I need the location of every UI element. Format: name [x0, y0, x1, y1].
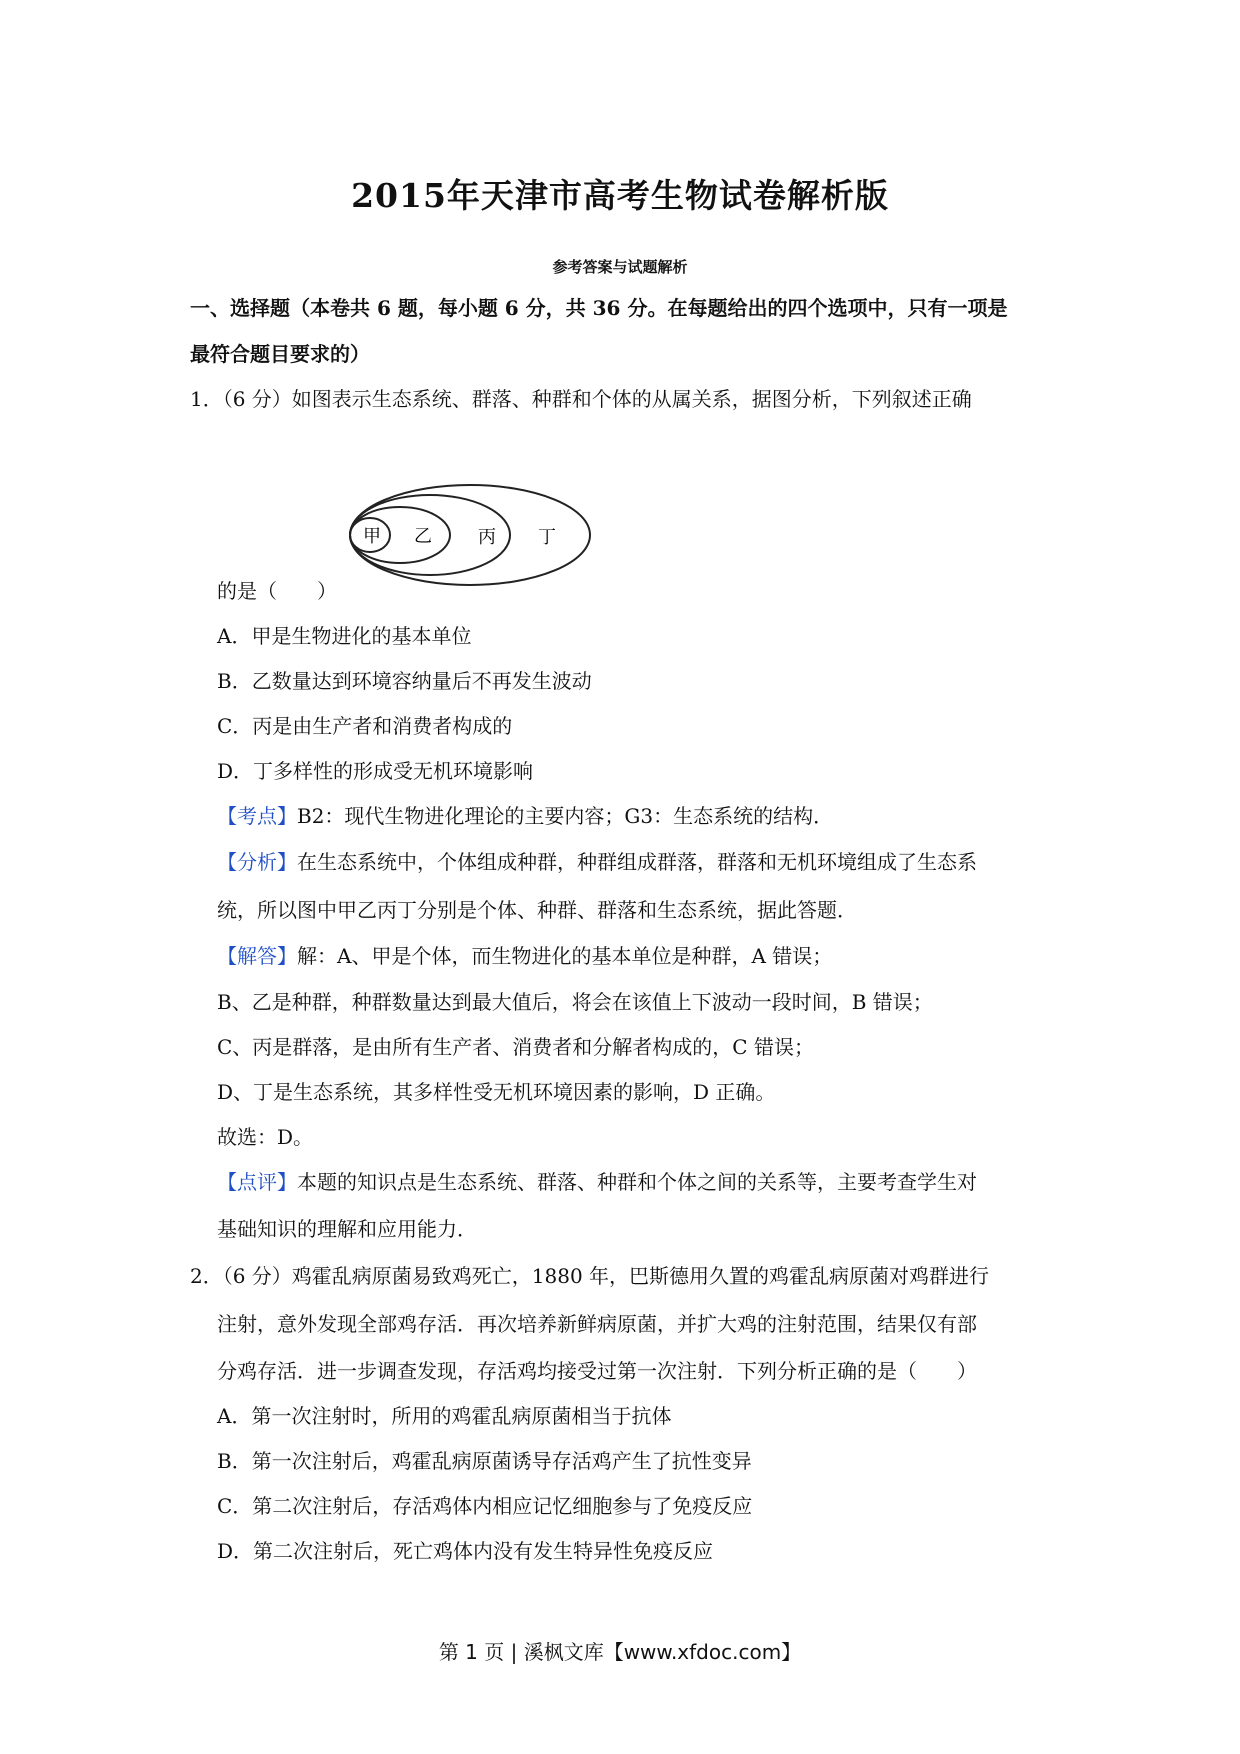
document-subtitle: 参考答案与试题解析	[552, 258, 688, 276]
q1-fenxi	[217, 846, 977, 875]
section-heading-line1: 一、选择题（本卷共 6 题，每小题 6 分，共 36 分。在每题给出的四个选项中，只有一项是	[190, 296, 1008, 320]
q1-stem: 1．（6 分）如图表示生态系统、群落、种群和个体的从属关系，据图分析，下列叙述正确	[190, 387, 972, 411]
fenxi-text-1: 在生态系统中，个体组成种群，种群组成群落，群落和无机环境组成了生态系	[297, 850, 977, 874]
q1-jieda-b: B、乙是种群，种群数量达到最大值后，将会在该值上下波动一段时间，B 错误；	[217, 990, 933, 1014]
q1-jieda-c: C、丙是群落，是由所有生产者、消费者和分解者构成的，C 错误；	[217, 1035, 814, 1059]
jieda-tag: 【解答】	[217, 944, 297, 968]
fenxi-tag: 【分析】	[217, 850, 297, 874]
nested-ellipse-diagram	[345, 480, 595, 590]
section-heading-line2: 最符合题目要求的）	[190, 342, 370, 366]
label-jia: 甲	[363, 526, 381, 547]
q2-option-a: A．第一次注射时，所用的鸡霍乱病原菌相当于抗体	[217, 1404, 672, 1428]
q1-option-d: D．丁多样性的形成受无机环境影响	[217, 759, 534, 783]
label-ding: 丁	[538, 527, 556, 548]
q1-option-c: C．丙是由生产者和消费者构成的	[217, 714, 513, 738]
q1-dianping-cont: 基础知识的理解和应用能力．	[217, 1217, 477, 1241]
q1-kaodian	[217, 800, 833, 829]
dianping-tag: 【点评】	[217, 1170, 297, 1194]
q2-stem-2: 注射，意外发现全部鸡存活．再次培养新鲜病原菌，并扩大鸡的注射范围，结果仅有部	[217, 1312, 977, 1336]
q1-stem-end: 的是（ ）	[217, 579, 337, 603]
q1-answer: 故选：D。	[217, 1125, 314, 1149]
q2-option-d: D．第二次注射后，死亡鸡体内没有发生特异性免疫反应	[217, 1539, 714, 1563]
q1-jieda-d: D、丁是生态系统，其多样性受无机环境因素的影响，D 正确。	[217, 1080, 776, 1104]
q2-stem-3: 分鸡存活．进一步调查发现，存活鸡均接受过第一次注射．下列分析正确的是（ ）	[217, 1359, 977, 1383]
q1-fenxi-cont: 统，所以图中甲乙丙丁分别是个体、种群、群落和生态系统，据此答题．	[217, 898, 857, 922]
document-title: 2015年天津市高考生物试卷解析版	[351, 176, 889, 215]
kaodian-text: B2：现代生物进化理论的主要内容；G3：生态系统的结构．	[297, 804, 834, 828]
dianping-text-1: 本题的知识点是生态系统、群落、种群和个体之间的关系等，主要考查学生对	[297, 1170, 977, 1194]
q2-stem-1: 2．（6 分）鸡霍乱病原菌易致鸡死亡，1880 年，巴斯德用久置的鸡霍乱病原菌对鸡群进行	[190, 1264, 990, 1288]
q1-option-b: B．乙数量达到环境容纳量后不再发生波动	[217, 669, 592, 693]
label-bing: 丙	[478, 527, 496, 548]
page-footer: 第 1 页 | 溪枫文库【www.xfdoc.com】	[438, 1640, 802, 1664]
label-yi: 乙	[414, 526, 432, 547]
q1-option-a: A．甲是生物进化的基本单位	[217, 624, 472, 648]
q1-dianping	[217, 1166, 977, 1195]
q2-option-c: C．第二次注射后，存活鸡体内相应记忆细胞参与了免疫反应	[217, 1494, 753, 1518]
q1-jieda	[217, 940, 832, 969]
kaodian-tag: 【考点】	[217, 804, 297, 828]
q2-option-b: B．第一次注射后，鸡霍乱病原菌诱导存活鸡产生了抗性变异	[217, 1449, 752, 1473]
jieda-text-1: 解：A、甲是个体，而生物进化的基本单位是种群，A 错误；	[297, 944, 833, 968]
